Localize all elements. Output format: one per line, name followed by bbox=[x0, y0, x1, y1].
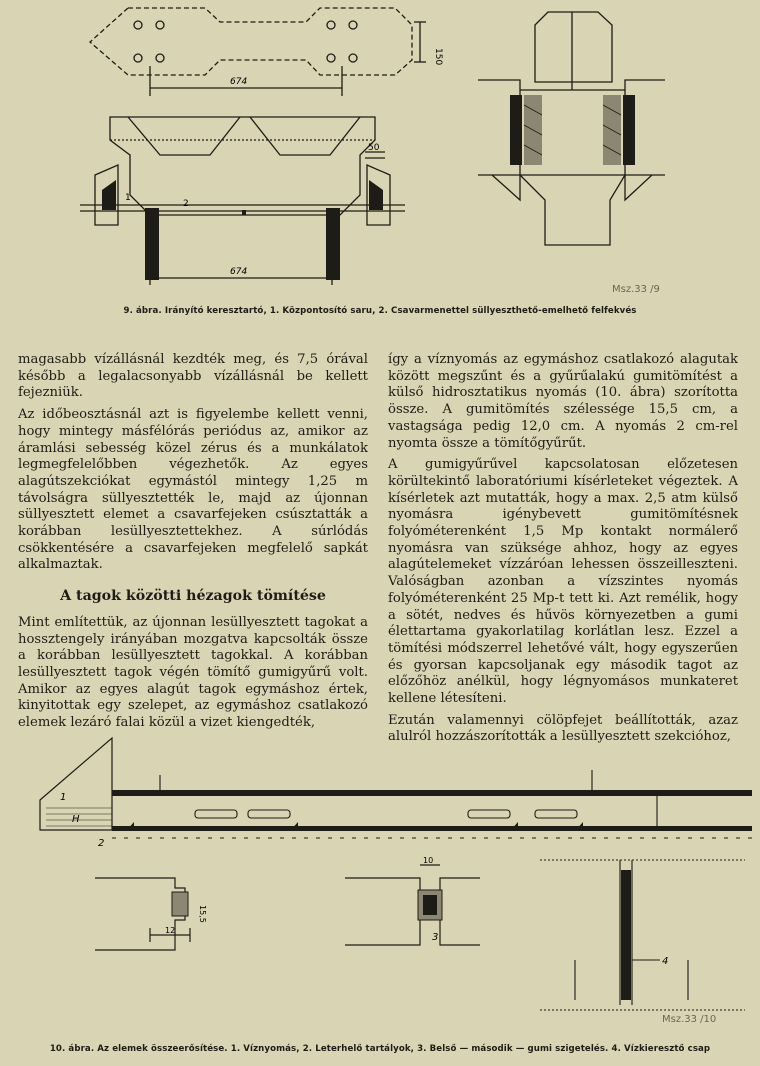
fig10-dim-155: 15,5 bbox=[198, 905, 207, 923]
fig9-stamp: Msz.33 /9 bbox=[612, 284, 660, 295]
fig10-dim-12: 12 bbox=[165, 926, 176, 935]
right-paragraph-1: így a víznyomás az egymáshoz csatlakozó alagutak között megszűnt és a gyűrűalakú gumitömítést a külső hidrosztatikus nyomás (10. ábra) szorította össze. A gumitömítés szélessége 15,5 cm, a vastagsága pedig 12,0 cm. A nyomás 2 cm-rel nyomta össze a tömítőgyűrűt. bbox=[388, 352, 738, 451]
right-column bbox=[388, 352, 738, 751]
fig9-dim-674-bottom: 674 bbox=[230, 267, 248, 277]
fig9-dim-150: 150 bbox=[433, 48, 443, 66]
fig10-label-H: H bbox=[72, 814, 80, 825]
figure-10-drawing bbox=[0, 730, 760, 1030]
figure-9-caption: 9. ábra. Irányító keresztartó, 1. Központosító saru, 2. Csavarmenettel süllyeszthető-emelhető felfekvés bbox=[123, 306, 637, 316]
left-paragraph-3: Mint említettük, az újonnan lesüllyesztett tagokat a hossztengely irányában mozgatva kapcsolták össze a korábban lesüllyesztett tagokkal. A korábban lesüllyesztett tagok végén tömítő gumigyűrű volt. Amikor az egyes alagút tagok egymáshoz értek, kinyitottak egy szelepet, az egymáshoz csatlakozó elemek lezáró falai közül a vizet kiengedték, bbox=[18, 614, 368, 731]
section-heading: A tagok közötti hézagok tömítése bbox=[60, 588, 326, 605]
cross-girder bbox=[110, 117, 375, 215]
left-column bbox=[18, 352, 368, 737]
fig10-dim-10: 10 bbox=[423, 856, 434, 865]
fig9-dim-674-top: 674 bbox=[230, 77, 248, 87]
left-paragraph-1: magasabb vízállásnál kezdték meg, és 7,5 órával később a legalacsonyabb vízállásnál be kellett fejezniük. bbox=[18, 352, 368, 401]
right-paragraph-2: A gumigyűrűvel kapcsolatosan előzetesen körültekintő laboratóriumi kísérleteket végeztek. A kísérletek azt mutatták, hogy a max. 2,5 atm külső nyomásra igénybevett gumitömítésnek folyóméterenként 1,5 Mp kontakt normálerő nyomásra van szüksége ahhoz, hogy az egyes alagútelemeket vízzáróan lehessen összeilleszteni. Valóságban azonban a vízszintes nyomás folyóméterenként 25 Mp-t tett ki. Azt remélik, hogy a sötét, nedves és hűvös környezetben a gumi élettartama gyakorlatilag korlátlan lesz. Ezzel a tömítési módszerrel lehetővé vált, hogy egyszerűen és gyorsan kapcsoljanak egy második tagot az előzőhöz anélkül, hogy légnyomásos munkateret kellene létesíteni. bbox=[388, 457, 738, 707]
fig10-label-1: 1 bbox=[60, 792, 67, 803]
right-paragraph-3: Ezután valamennyi cölöpfejet beállították, azaz alulról hozzászorították a lesüllyesztett szekcióhoz, bbox=[388, 712, 738, 745]
fig10-label-4: 4 bbox=[662, 956, 669, 967]
fig9-dim-50: 50 bbox=[368, 143, 380, 153]
figure-10-caption: 10. ábra. Az elemek összeerősítése. 1. Víznyomás, 2. Leterhelő tartályok, 3. Belső — második — gumi szigetelés. 4. Vízkieresztő csap bbox=[49, 1044, 711, 1054]
left-paragraph-2: Az időbeosztásnál azt is figyelembe kellett venni, hogy mintegy másfélórás periódus az, amikor az áramlási sebesség közel zérus és a munkálatok legmegfelelőbben végezhetők. Az egyes alagútszekciókat egymástól mintegy 1,25 m távolságra süllyesztették le, majd az újonnan süllyesztett elemet a csavarfejeken csúsztatták a korábban lesüllyesztettekhez. A súrlódás csökkentésére a csavarfejeken megfelelő sapkát alkalmaztak. bbox=[18, 407, 368, 573]
section-upper-frame bbox=[535, 12, 612, 82]
fig10-label-2: 2 bbox=[98, 838, 105, 849]
figure-9-drawing bbox=[0, 0, 760, 300]
fig9-label-2: 2 bbox=[183, 199, 189, 209]
fig10-stamp: Msz.33 /10 bbox=[662, 1014, 717, 1025]
plan-outline bbox=[90, 8, 412, 75]
fig10-label-3: 3 bbox=[432, 932, 439, 943]
fig9-label-1: 1 bbox=[125, 193, 131, 203]
